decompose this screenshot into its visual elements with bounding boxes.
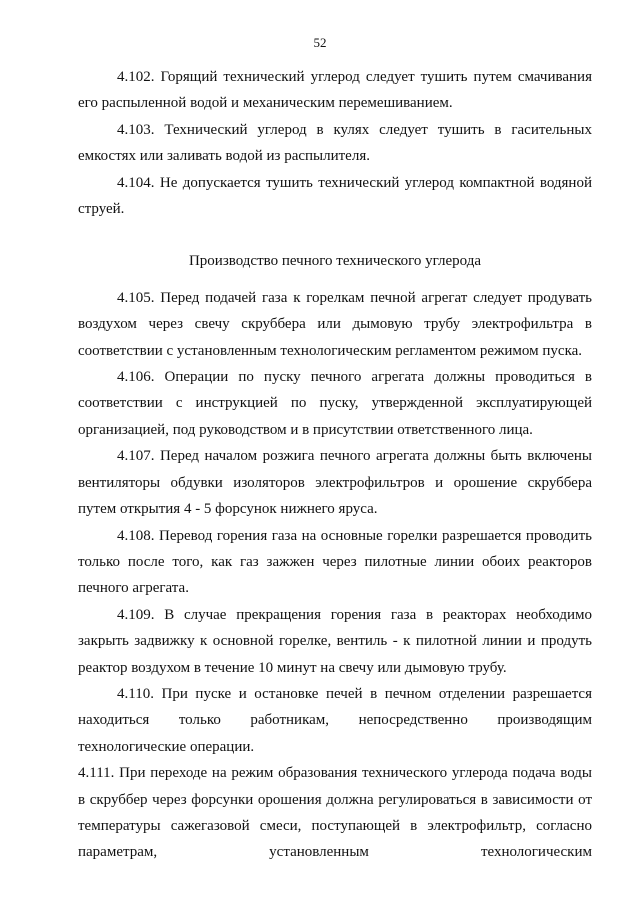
page-number: 52 [313, 35, 327, 50]
paragraph-4-109: 4.109. В случае прекращения горения газа в реакторах необходимо закрыть задвижку к основной горелке, вентиль - к пилотной линии и продуть реактор воздухом в течение 10 минут на свечу или дымовую трубу. [78, 606, 592, 676]
paragraph-4-111: 4.111. При переходе на режим образования технического углерода подача воды в скруббер через форсунки орошения должна регулироваться в зависимости от температуры сажегазовой смеси, поступающей в электрофильтр, согласно параметрам, установленным технологическим [78, 765, 592, 861]
document-body [78, 64, 592, 866]
paragraph-4-108: 4.108. Перевод горения газа на основные горелки разрешается проводить только после того, как газ зажжен через пилотные линии обоих реакторов печного агрегата. [78, 527, 592, 597]
paragraph-4-102: 4.102. Горящий технический углерод следует тушить путем смачивания его распыленной водой и механическим перемешиванием. [78, 69, 592, 112]
paragraph-4-104: 4.104. Не допускается тушить технический углерод компактной водяной струей. [78, 174, 592, 218]
paragraph-4-103: 4.103. Технический углерод в кулях следует тушить в гасительных емкостях или заливать водой из распылителя. [78, 121, 592, 165]
section-heading: Производство печного технического углерода [188, 253, 482, 270]
paragraph-4-105: 4.105. Перед подачей газа к горелкам печной агрегат следует продувать воздухом через свечу скруббера или дымовую трубу электрофильтра в соответствии с установленным технологическим регламентом режимом пуска. [78, 289, 592, 359]
paragraph-4-107: 4.107. Перед началом розжига печного агрегата должны быть включены вентиляторы обдувки изоляторов электрофильтров и орошение скруббера путем открытия 4 - 5 форсунок нижнего яруса. [78, 448, 592, 518]
paragraph-4-106: 4.106. Операции по пуску печного агрегата должны проводиться в соответствии с инструкцией по пуску, утвержденной эксплуатирующей организацией, под руководством и в присутствии ответственного лица. [78, 369, 592, 438]
paragraph-4-110: 4.110. При пуске и остановке печей в печном отделении разрешается находиться только работникам, непосредственно производящим технологические операции. [78, 685, 592, 755]
